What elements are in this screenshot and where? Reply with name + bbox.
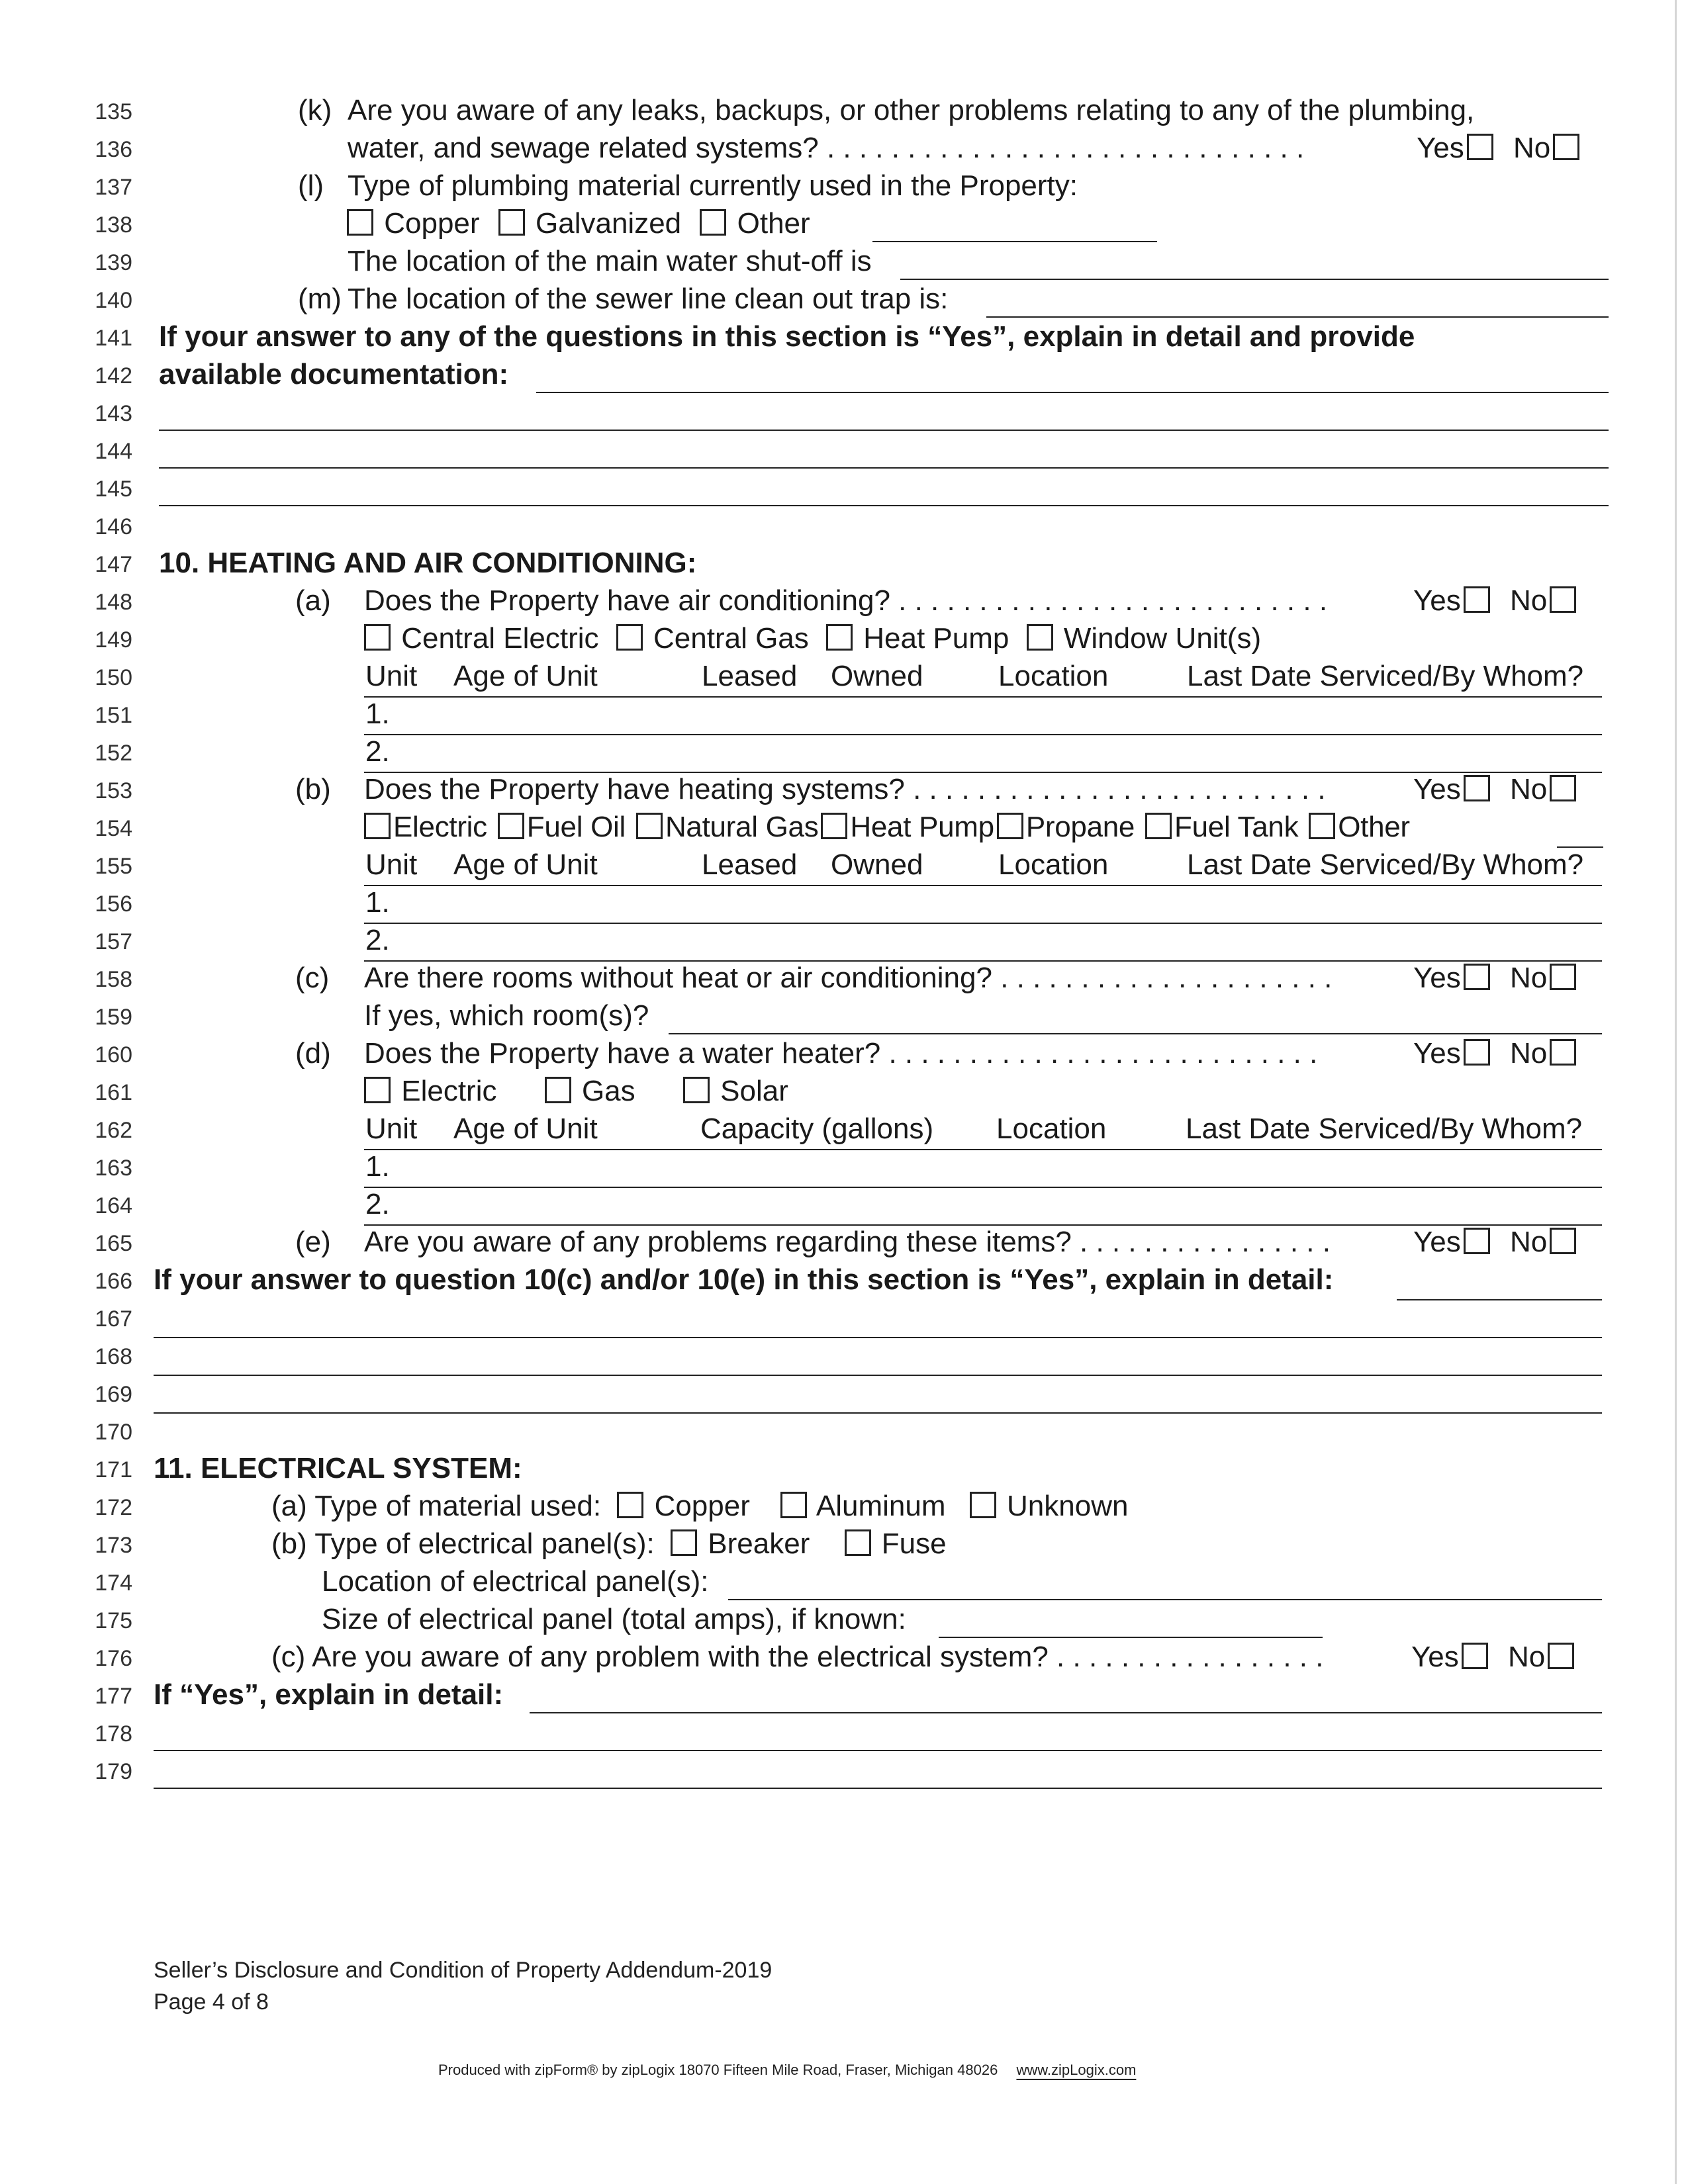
other-checkbox[interactable] [1309, 813, 1335, 839]
col-age-of-unit: Age of Unit [453, 1113, 598, 1145]
sewer-trap-field[interactable] [986, 316, 1609, 318]
no-checkbox[interactable] [1548, 1643, 1574, 1669]
line-number: 165 [95, 1231, 132, 1256]
question-10b-answer [1413, 773, 1579, 806]
central-gas-label: Central Gas [653, 622, 809, 655]
col-location: Location [998, 660, 1109, 692]
heat-pump-checkbox[interactable] [821, 813, 847, 839]
question-10d-letter: (d) [295, 1037, 331, 1069]
yes-label: Yes [1413, 1037, 1461, 1069]
electrical-explain-line[interactable] [154, 1750, 1602, 1751]
line-number: 167 [95, 1306, 132, 1332]
line-number: 149 [95, 627, 132, 653]
line-number: 152 [95, 741, 132, 766]
line-number: 170 [95, 1420, 132, 1445]
question-10b-letter: (b) [295, 773, 331, 805]
col-last-serviced: Last Date Serviced/By Whom? [1187, 660, 1584, 692]
question-10a-text: Does the Property have air conditioning? . . . . . . . . . . . . . . . . . . . . . . . . . . . [364, 584, 1328, 617]
fuel-oil-label: Fuel Oil [526, 811, 626, 843]
line-number: 161 [95, 1080, 132, 1105]
line-number: 136 [95, 137, 132, 162]
question-k-letter: (k) [298, 94, 332, 126]
unknown-label: Unknown [1007, 1490, 1129, 1522]
copper-label: Copper [384, 207, 480, 240]
question-11b-label: (b) Type of electrical panel(s): [271, 1527, 655, 1560]
col-owned: Owned [831, 660, 923, 692]
natural-gas-checkbox[interactable] [636, 813, 663, 839]
col-unit: Unit [365, 1113, 418, 1145]
producer-line [438, 2062, 1136, 2079]
line-number: 143 [95, 401, 132, 426]
no-label: No [1508, 1641, 1546, 1673]
line-number: 158 [95, 967, 132, 992]
line-number: 163 [95, 1156, 132, 1181]
line-number: 144 [95, 439, 132, 464]
line-number: 151 [95, 703, 132, 728]
line-number: 154 [95, 816, 132, 841]
no-label: No [1510, 962, 1548, 994]
propane-label: Propane [1025, 811, 1135, 843]
line-number: 169 [95, 1382, 132, 1407]
hvac-explain-line[interactable] [154, 1375, 1602, 1376]
yes-label: Yes [1417, 132, 1464, 164]
hvac-explain-line[interactable] [154, 1412, 1602, 1414]
line-number: 138 [95, 212, 132, 238]
question-11a-label: (a) Type of material used: [271, 1490, 602, 1522]
breaker-checkbox[interactable] [671, 1529, 697, 1556]
line-number: 148 [95, 590, 132, 615]
central-electric-checkbox[interactable] [364, 624, 391, 651]
yes-label: Yes [1411, 1641, 1459, 1673]
line-number: 176 [95, 1646, 132, 1671]
aluminum-label: Aluminum [816, 1490, 946, 1522]
central-gas-checkbox[interactable] [616, 624, 643, 651]
electrical-explain-prompt: If “Yes”, explain in detail: [154, 1678, 504, 1711]
no-checkbox[interactable] [1550, 775, 1576, 801]
electric-label: Electric [401, 1075, 497, 1107]
line-number: 172 [95, 1495, 132, 1520]
gas-label: Gas [581, 1075, 635, 1107]
question-l-text: Type of plumbing material currently used in the Property: [348, 169, 1078, 202]
question-k-answer [1417, 132, 1582, 165]
producer-text: Produced with zipForm® by zipLogix 18070 Fifteen Mile Road, Fraser, Michigan 48026 [438, 2062, 998, 2078]
yes-checkbox[interactable] [1464, 1228, 1490, 1254]
question-10a-letter: (a) [295, 584, 331, 617]
ac-row-2-label: 2. [365, 735, 390, 768]
heating-type-options [361, 811, 1410, 844]
question-10a-answer [1413, 584, 1579, 617]
other-label: Other [737, 207, 810, 240]
which-rooms-field[interactable] [669, 1033, 1602, 1034]
line-number: 164 [95, 1193, 132, 1218]
no-checkbox[interactable] [1550, 964, 1576, 990]
heating-row-1-field[interactable] [364, 923, 1602, 924]
yes-label: Yes [1413, 1226, 1461, 1258]
water-heater-row-2-label: 2. [365, 1188, 390, 1220]
copper-checkbox[interactable] [617, 1492, 643, 1518]
line-number: 139 [95, 250, 132, 275]
page-number: Page 4 of 8 [154, 1989, 269, 2015]
window-unit-label: Window Unit(s) [1063, 622, 1262, 655]
no-label: No [1513, 132, 1551, 164]
col-last-serviced: Last Date Serviced/By Whom? [1186, 1113, 1583, 1145]
line-number: 140 [95, 288, 132, 313]
yes-checkbox[interactable] [1464, 775, 1490, 801]
question-10d-answer [1413, 1037, 1579, 1070]
col-leased: Leased [702, 660, 798, 692]
no-label: No [1510, 1037, 1548, 1069]
question-m-text: The location of the sewer line clean out trap is: [348, 283, 949, 315]
no-checkbox[interactable] [1550, 1228, 1576, 1254]
col-last-serviced: Last Date Serviced/By Whom? [1187, 848, 1584, 881]
question-11b [271, 1527, 947, 1561]
electric-label: Electric [393, 811, 487, 843]
col-age-of-unit: Age of Unit [453, 848, 598, 881]
solar-label: Solar [720, 1075, 788, 1107]
electric-checkbox[interactable] [364, 813, 391, 839]
other-material-field[interactable] [872, 241, 1157, 242]
question-k-text-cont: water, and sewage related systems? . . . . . . . . . . . . . . . . . . . . . . . . . . . . . . [348, 132, 1305, 164]
water-heater-row-1-label: 1. [365, 1150, 390, 1183]
line-number: 175 [95, 1608, 132, 1633]
water-heater-type-options [361, 1075, 788, 1108]
line-number: 135 [95, 99, 132, 124]
heating-other-field[interactable] [1557, 846, 1603, 848]
ac-row-1-field[interactable] [364, 734, 1602, 735]
yes-label: Yes [1413, 773, 1461, 805]
hvac-explain-prompt: If your answer to question 10(c) and/or 10(e) in this section is “Yes”, explain in detail: [154, 1263, 1334, 1296]
question-10e-answer [1413, 1226, 1579, 1259]
fuse-checkbox[interactable] [845, 1529, 871, 1556]
question-10c-answer [1413, 962, 1579, 995]
line-number: 157 [95, 929, 132, 954]
heating-row-2-label: 2. [365, 924, 390, 956]
line-number: 156 [95, 891, 132, 917]
line-number: 147 [95, 552, 132, 577]
line-number: 159 [95, 1005, 132, 1030]
yes-checkbox[interactable] [1467, 134, 1493, 160]
question-k-text: Are you aware of any leaks, backups, or other problems relating to any of the plumbing, [348, 94, 1475, 126]
yes-checkbox[interactable] [1464, 1039, 1490, 1066]
table-header-rule [364, 696, 1602, 698]
hvac-explain-field[interactable] [1397, 1299, 1602, 1300]
water-heater-row-1-field[interactable] [364, 1187, 1602, 1188]
page-edge [1675, 0, 1677, 2184]
question-10d-text: Does the Property have a water heater? . . . . . . . . . . . . . . . . . . . . . . . . . . . [364, 1037, 1318, 1069]
line-number: 171 [95, 1457, 132, 1482]
question-l-letter: (l) [298, 169, 324, 202]
line-number: 166 [95, 1269, 132, 1294]
solar-checkbox[interactable] [683, 1077, 710, 1103]
table-header-rule [364, 1149, 1602, 1150]
line-number: 153 [95, 778, 132, 803]
fuel-tank-checkbox[interactable] [1145, 813, 1172, 839]
electrical-explain-field[interactable] [530, 1712, 1602, 1713]
panel-location-label: Location of electrical panel(s): [322, 1565, 709, 1598]
yes-checkbox[interactable] [1464, 964, 1490, 990]
no-checkbox[interactable] [1550, 586, 1576, 613]
window-unit-checkbox[interactable] [1027, 624, 1053, 651]
line-number: 173 [95, 1533, 132, 1558]
line-number: 150 [95, 665, 132, 690]
unknown-checkbox[interactable] [970, 1492, 996, 1518]
producer-link[interactable]: www.zipLogix.com [1016, 2062, 1137, 2078]
plumbing-explain-prompt: If your answer to any of the questions in this section is “Yes”, explain in detail and provide [159, 320, 1415, 353]
electrical-explain-line[interactable] [154, 1788, 1602, 1789]
col-capacity: Capacity (gallons) [700, 1113, 934, 1145]
copper-label: Copper [654, 1490, 750, 1522]
line-number: 145 [95, 477, 132, 502]
galvanized-checkbox[interactable] [498, 209, 525, 236]
central-electric-label: Central Electric [401, 622, 599, 655]
line-number: 179 [95, 1759, 132, 1784]
plumbing-explain-line[interactable] [159, 505, 1609, 506]
heat-pump-label: Heat Pump [863, 622, 1009, 655]
water-shutoff-label: The location of the main water shut-off is [348, 245, 872, 277]
yes-label: Yes [1413, 584, 1461, 617]
yes-checkbox[interactable] [1462, 1643, 1488, 1669]
heat-pump-checkbox[interactable] [826, 624, 853, 651]
natural-gas-label: Natural Gas [665, 811, 819, 843]
plumbing-explain-prompt-cont: available documentation: [159, 358, 509, 390]
water-shutoff-field[interactable] [900, 279, 1609, 280]
copper-checkbox[interactable] [347, 209, 373, 236]
plumbing-material-options [344, 207, 810, 240]
col-age-of-unit: Age of Unit [453, 660, 598, 692]
line-number: 160 [95, 1042, 132, 1068]
question-11c-answer [1411, 1641, 1577, 1674]
question-10c-letter: (c) [295, 962, 330, 994]
col-unit: Unit [365, 848, 418, 881]
no-checkbox[interactable] [1553, 134, 1579, 160]
line-number: 178 [95, 1721, 132, 1747]
heat-pump-label: Heat Pump [850, 811, 994, 843]
no-checkbox[interactable] [1550, 1039, 1576, 1066]
aluminum-checkbox[interactable] [780, 1492, 807, 1518]
line-number: 168 [95, 1344, 132, 1369]
question-11c-text: (c) Are you aware of any problem with the electrical system? . . . . . . . . . . . . . . . . . [271, 1641, 1324, 1673]
yes-label: Yes [1413, 962, 1461, 994]
other-label: Other [1338, 811, 1410, 843]
line-number: 141 [95, 326, 132, 351]
form-title: Seller’s Disclosure and Condition of Property Addendum-2019 [154, 1958, 773, 1983]
line-number: 142 [95, 363, 132, 388]
fuel-tank-label: Fuel Tank [1174, 811, 1299, 843]
ac-row-1-label: 1. [365, 698, 390, 730]
ac-type-options [361, 622, 1261, 655]
question-10e-letter: (e) [295, 1226, 331, 1258]
yes-checkbox[interactable] [1464, 586, 1490, 613]
question-10c-text: Are there rooms without heat or air conditioning? . . . . . . . . . . . . . . . . . . . . . [364, 962, 1333, 994]
electric-checkbox[interactable] [364, 1077, 391, 1103]
col-leased: Leased [702, 848, 798, 881]
col-location: Location [998, 848, 1109, 881]
no-label: No [1510, 584, 1548, 617]
line-number: 177 [95, 1684, 132, 1709]
hvac-explain-line[interactable] [154, 1337, 1602, 1338]
col-location: Location [996, 1113, 1107, 1145]
fuse-label: Fuse [881, 1527, 947, 1560]
panel-size-label: Size of electrical panel (total amps), if known: [322, 1603, 906, 1635]
gas-checkbox[interactable] [545, 1077, 571, 1103]
breaker-label: Breaker [708, 1527, 810, 1560]
plumbing-explain-line[interactable] [159, 467, 1609, 469]
question-10b-text: Does the Property have heating systems? . . . . . . . . . . . . . . . . . . . . . . . . . . [364, 773, 1326, 805]
question-10e-text: Are you aware of any problems regarding these items? . . . . . . . . . . . . . . . . [364, 1226, 1331, 1258]
table-header-rule [364, 885, 1602, 886]
line-number: 174 [95, 1570, 132, 1596]
plumbing-explain-field[interactable] [536, 392, 1609, 393]
col-unit: Unit [365, 660, 418, 692]
section-10-heading: 10. HEATING AND AIR CONDITIONING: [159, 547, 697, 579]
which-rooms-label: If yes, which room(s)? [364, 999, 649, 1032]
col-owned: Owned [831, 848, 923, 881]
line-number: 155 [95, 854, 132, 879]
line-number: 162 [95, 1118, 132, 1143]
line-number: 137 [95, 175, 132, 200]
no-label: No [1510, 1226, 1548, 1258]
question-m-letter: (m) [298, 283, 342, 315]
line-number: 146 [95, 514, 132, 539]
heating-row-1-label: 1. [365, 886, 390, 919]
panel-size-field[interactable] [939, 1637, 1323, 1638]
panel-location-field[interactable] [728, 1599, 1602, 1600]
section-11-heading: 11. ELECTRICAL SYSTEM: [154, 1452, 522, 1484]
fuel-oil-checkbox[interactable] [498, 813, 524, 839]
other-checkbox[interactable] [700, 209, 726, 236]
question-11a [271, 1490, 1128, 1523]
galvanized-label: Galvanized [536, 207, 682, 240]
plumbing-explain-line[interactable] [159, 430, 1609, 431]
propane-checkbox[interactable] [997, 813, 1023, 839]
no-label: No [1510, 773, 1548, 805]
